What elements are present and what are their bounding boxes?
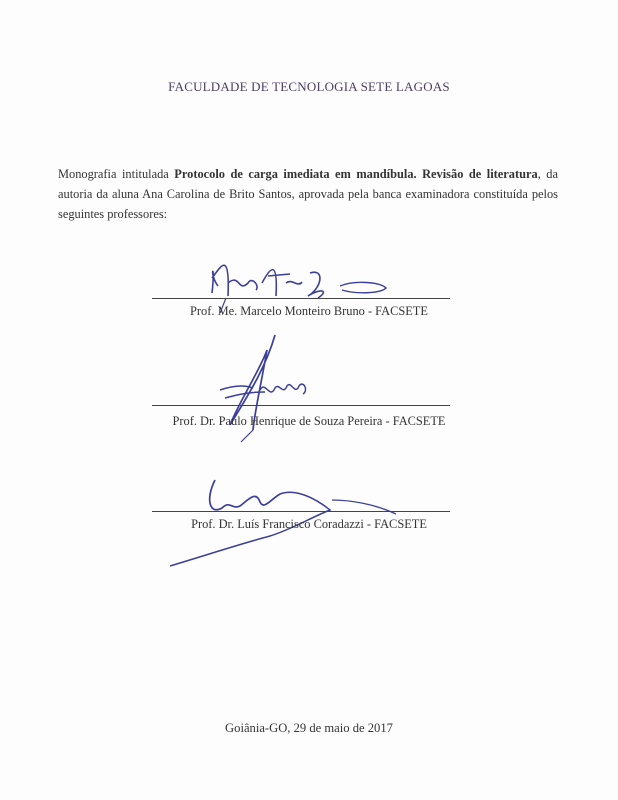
signature-line-1 [152,298,450,299]
monograph-title: Protocolo de carga imediata em mandíbula. Revisão de literatura [174,167,538,181]
signature-line-3 [152,511,450,512]
signatory-name-3: Prof. Dr. Luís Francisco Coradazzi - FACSETE [191,517,427,531]
paragraph-intro: Monografia intitulada [58,167,175,181]
signature-line-2 [152,405,450,406]
paragraph-rest: , da autoria da aluna Ana Carolina de Brito Santos, aprovada pela banca examinadora constituída pelos seguintes professores: [58,167,558,221]
signatory-name-1: Prof. Me. Marcelo Monteiro Bruno - FACSETE [190,304,428,318]
handwritten-signature-1 [190,238,390,313]
institution-header: FACULDADE DE TECNOLOGIA SETE LAGOAS [168,79,450,94]
place-and-date: Goiânia-GO, 29 de maio de 2017 [225,721,393,735]
approval-paragraph [58,164,558,224]
signatory-name-2: Prof. Dr. Paulo Henrique de Souza Pereira - FACSETE [172,414,446,428]
